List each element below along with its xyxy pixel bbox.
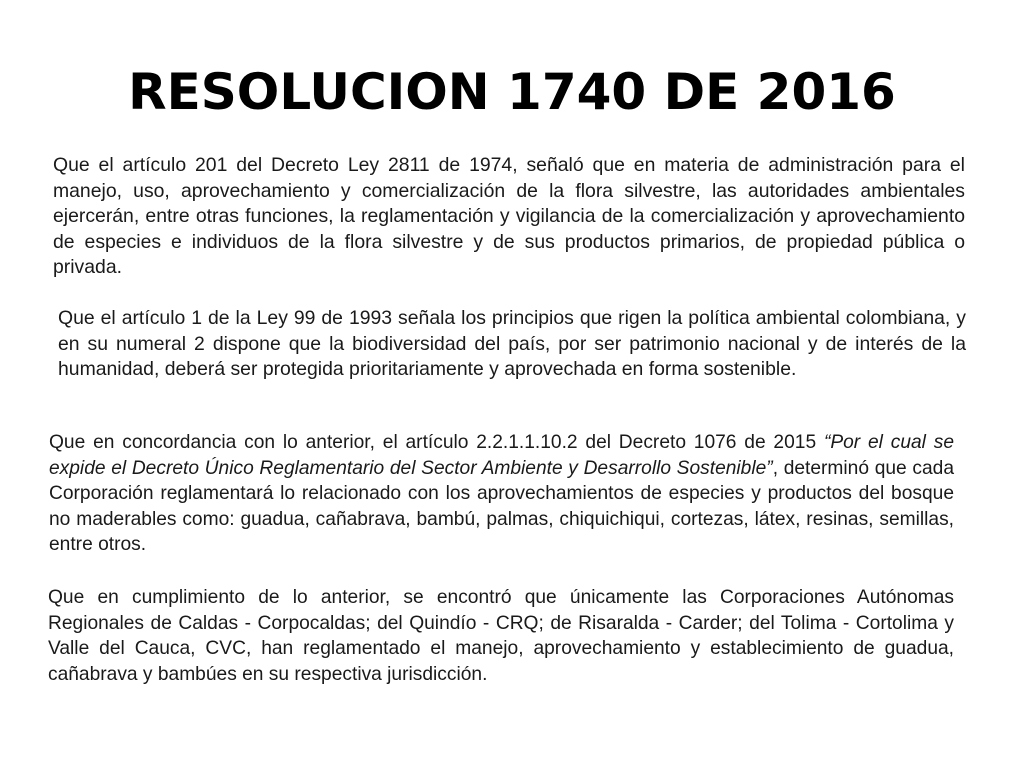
paragraph-decreto-2811: Que el artículo 201 del Decreto Ley 2811 de 1974, señaló que en materia de administración para el manejo, uso, aprovechamiento y comercialización de la flora silvestre, las autoridades ambientales ejercerán, entre otras funciones, la reglamentación y vigilancia de la comercialización y aprovechamiento de especies e individuos de la flora silvestre y de sus productos primarios, de propiedad pública o privada. — [53, 154, 965, 279]
paragraph-decreto-1076-lead: Que en concordancia con lo anterior, el artículo 2.2.1.1.10.2 del Decreto 1076 de 2015 — [49, 432, 824, 453]
paragraph-corporaciones: Que en cumplimiento de lo anterior, se encontró que únicamente las Corporaciones Autónomas Regionales de Caldas - Corpocaldas; del Quindío - CRQ; de Risaralda - Carder; del Tolima - Cortolima y Valle del Cauca, CVC, han reglamentado el manejo, aprovechamiento y establecimiento de guadua, cañabrava y bambúes en su respectiva jurisdicción. — [48, 587, 954, 685]
paragraph-decreto-1076-tail: , determinó que cada Corporación reglamentará lo relacionado con los aprovechamientos de especies y productos del bosque no maderables como: guadua, cañabrava, bambú, palmas, chiquichiqui, cortezas, látex, resinas, semillas, entre otros. — [49, 457, 954, 556]
paragraph-ley-99: Que el artículo 1 de la Ley 99 de 1993 señala los principios que rigen la política ambiental colombiana, y en su numeral 2 dispone que la biodiversidad del país, por ser patrimonio nacional y de interés de la humanidad, deberá ser protegida prioritariamente y aprovechada en forma sostenible. — [58, 307, 966, 381]
paragraph-decreto-1076 — [49, 430, 954, 558]
slide-title: RESOLUCION 1740 DE 2016 — [128, 63, 896, 121]
paragraph-decreto-1076-quote: “Por el cual se expide el Decreto Único Reglamentario del Sector Ambiente y Desarrollo Sostenible” — [49, 432, 954, 479]
